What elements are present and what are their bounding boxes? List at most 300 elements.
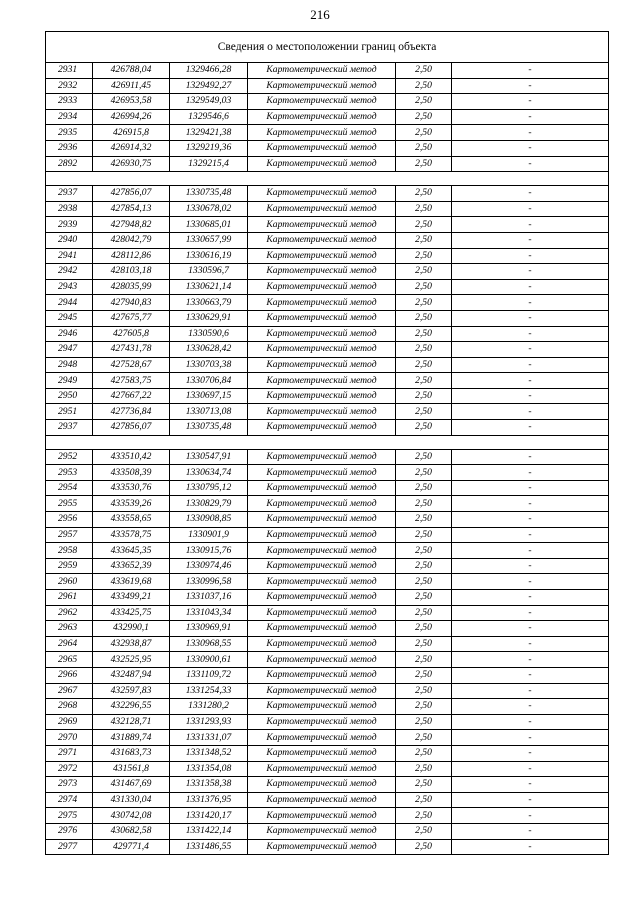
y-coordinate-cell: 1329546,6 xyxy=(170,109,248,125)
y-coordinate-cell: 1330829,79 xyxy=(170,496,248,512)
table-row xyxy=(46,279,609,295)
table-row xyxy=(46,605,609,621)
accuracy-cell: 2,50 xyxy=(396,761,452,777)
accuracy-cell: 2,50 xyxy=(396,404,452,420)
x-coordinate-cell: 432990,1 xyxy=(93,621,170,637)
group-separator-row xyxy=(46,435,609,449)
table-row xyxy=(46,667,609,683)
method-cell: Картометрический метод xyxy=(248,78,396,94)
accuracy-cell: 2,50 xyxy=(396,823,452,839)
accuracy-cell: 2,50 xyxy=(396,480,452,496)
y-coordinate-cell: 1331331,07 xyxy=(170,730,248,746)
method-cell: Картометрический метод xyxy=(248,94,396,110)
table-row xyxy=(46,808,609,824)
method-cell: Картометрический метод xyxy=(248,388,396,404)
method-cell: Картометрический метод xyxy=(248,404,396,420)
y-coordinate-cell: 1330616,19 xyxy=(170,248,248,264)
y-coordinate-cell: 1329215,4 xyxy=(170,156,248,172)
accuracy-cell: 2,50 xyxy=(396,295,452,311)
x-coordinate-cell: 427583,75 xyxy=(93,373,170,389)
y-coordinate-cell: 1330996,58 xyxy=(170,574,248,590)
description-cell: - xyxy=(452,295,609,311)
method-cell: Картометрический метод xyxy=(248,558,396,574)
y-coordinate-cell: 1330915,76 xyxy=(170,543,248,559)
x-coordinate-cell: 433558,65 xyxy=(93,512,170,528)
method-cell: Картометрический метод xyxy=(248,186,396,202)
method-cell: Картометрический метод xyxy=(248,527,396,543)
y-coordinate-cell: 1331358,38 xyxy=(170,777,248,793)
method-cell: Картометрический метод xyxy=(248,125,396,141)
x-coordinate-cell: 432525,95 xyxy=(93,652,170,668)
x-coordinate-cell: 430742,08 xyxy=(93,808,170,824)
method-cell: Картометрический метод xyxy=(248,109,396,125)
method-cell: Картометрический метод xyxy=(248,496,396,512)
x-coordinate-cell: 429771,4 xyxy=(93,839,170,855)
point-number-cell: 2933 xyxy=(46,94,93,110)
table-row xyxy=(46,792,609,808)
x-coordinate-cell: 431330,04 xyxy=(93,792,170,808)
y-coordinate-cell: 1331254,33 xyxy=(170,683,248,699)
table-row xyxy=(46,480,609,496)
x-coordinate-cell: 426994,26 xyxy=(93,109,170,125)
method-cell: Картометрический метод xyxy=(248,279,396,295)
method-cell: Картометрический метод xyxy=(248,699,396,715)
description-cell: - xyxy=(452,404,609,420)
accuracy-cell: 2,50 xyxy=(396,667,452,683)
point-number-cell: 2946 xyxy=(46,326,93,342)
method-cell: Картометрический метод xyxy=(248,777,396,793)
description-cell: - xyxy=(452,388,609,404)
group-separator-cell xyxy=(46,172,609,186)
table-row xyxy=(46,496,609,512)
point-number-cell: 2965 xyxy=(46,652,93,668)
point-number-cell: 2957 xyxy=(46,527,93,543)
point-number-cell: 2975 xyxy=(46,808,93,824)
accuracy-cell: 2,50 xyxy=(396,186,452,202)
accuracy-cell: 2,50 xyxy=(396,310,452,326)
table-body xyxy=(46,32,609,855)
y-coordinate-cell: 1329466,28 xyxy=(170,63,248,79)
table-row xyxy=(46,558,609,574)
point-number-cell: 2934 xyxy=(46,109,93,125)
x-coordinate-cell: 427675,77 xyxy=(93,310,170,326)
method-cell: Картометрический метод xyxy=(248,201,396,217)
point-number-cell: 2937 xyxy=(46,420,93,436)
x-coordinate-cell: 432128,71 xyxy=(93,714,170,730)
method-cell: Картометрический метод xyxy=(248,373,396,389)
table-row xyxy=(46,574,609,590)
point-number-cell: 2936 xyxy=(46,140,93,156)
point-number-cell: 2960 xyxy=(46,574,93,590)
point-number-cell: 2940 xyxy=(46,232,93,248)
description-cell: - xyxy=(452,590,609,606)
group-separator-row xyxy=(46,172,609,186)
point-number-cell: 2959 xyxy=(46,558,93,574)
description-cell: - xyxy=(452,574,609,590)
point-number-cell: 2951 xyxy=(46,404,93,420)
description-cell: - xyxy=(452,683,609,699)
table-row xyxy=(46,201,609,217)
y-coordinate-cell: 1330621,14 xyxy=(170,279,248,295)
method-cell: Картометрический метод xyxy=(248,636,396,652)
y-coordinate-cell: 1330628,42 xyxy=(170,342,248,358)
accuracy-cell: 2,50 xyxy=(396,449,452,465)
y-coordinate-cell: 1330735,48 xyxy=(170,420,248,436)
method-cell: Картометрический метод xyxy=(248,652,396,668)
point-number-cell: 2942 xyxy=(46,264,93,280)
method-cell: Картометрический метод xyxy=(248,326,396,342)
accuracy-cell: 2,50 xyxy=(396,527,452,543)
accuracy-cell: 2,50 xyxy=(396,279,452,295)
table-row xyxy=(46,449,609,465)
accuracy-cell: 2,50 xyxy=(396,78,452,94)
table-row xyxy=(46,295,609,311)
y-coordinate-cell: 1330900,61 xyxy=(170,652,248,668)
description-cell: - xyxy=(452,357,609,373)
x-coordinate-cell: 432938,87 xyxy=(93,636,170,652)
table-title-row xyxy=(46,32,609,63)
x-coordinate-cell: 430682,58 xyxy=(93,823,170,839)
point-number-cell: 2966 xyxy=(46,667,93,683)
method-cell: Картометрический метод xyxy=(248,667,396,683)
x-coordinate-cell: 433539,26 xyxy=(93,496,170,512)
x-coordinate-cell: 426914,32 xyxy=(93,140,170,156)
point-number-cell: 2954 xyxy=(46,480,93,496)
point-number-cell: 2972 xyxy=(46,761,93,777)
description-cell: - xyxy=(452,449,609,465)
accuracy-cell: 2,50 xyxy=(396,232,452,248)
point-number-cell: 2956 xyxy=(46,512,93,528)
accuracy-cell: 2,50 xyxy=(396,808,452,824)
x-coordinate-cell: 426930,75 xyxy=(93,156,170,172)
method-cell: Картометрический метод xyxy=(248,745,396,761)
table-row xyxy=(46,63,609,79)
description-cell: - xyxy=(452,512,609,528)
point-number-cell: 2944 xyxy=(46,295,93,311)
x-coordinate-cell: 433508,39 xyxy=(93,465,170,481)
method-cell: Картометрический метод xyxy=(248,449,396,465)
description-cell: - xyxy=(452,373,609,389)
description-cell: - xyxy=(452,527,609,543)
method-cell: Картометрический метод xyxy=(248,605,396,621)
table-row xyxy=(46,217,609,233)
table-row xyxy=(46,357,609,373)
point-number-cell: 2932 xyxy=(46,78,93,94)
table-row xyxy=(46,420,609,436)
y-coordinate-cell: 1330735,48 xyxy=(170,186,248,202)
point-number-cell: 2973 xyxy=(46,777,93,793)
y-coordinate-cell: 1330629,91 xyxy=(170,310,248,326)
method-cell: Картометрический метод xyxy=(248,420,396,436)
method-cell: Картометрический метод xyxy=(248,156,396,172)
point-number-cell: 2963 xyxy=(46,621,93,637)
y-coordinate-cell: 1330713,08 xyxy=(170,404,248,420)
y-coordinate-cell: 1330969,91 xyxy=(170,621,248,637)
method-cell: Картометрический метод xyxy=(248,730,396,746)
description-cell: - xyxy=(452,186,609,202)
point-number-cell: 2953 xyxy=(46,465,93,481)
y-coordinate-cell: 1331348,52 xyxy=(170,745,248,761)
x-coordinate-cell: 428035,99 xyxy=(93,279,170,295)
method-cell: Картометрический метод xyxy=(248,714,396,730)
y-coordinate-cell: 1331037,16 xyxy=(170,590,248,606)
method-cell: Картометрический метод xyxy=(248,480,396,496)
description-cell: - xyxy=(452,636,609,652)
point-number-cell: 2970 xyxy=(46,730,93,746)
y-coordinate-cell: 1330974,46 xyxy=(170,558,248,574)
point-number-cell: 2938 xyxy=(46,201,93,217)
method-cell: Картометрический метод xyxy=(248,574,396,590)
accuracy-cell: 2,50 xyxy=(396,636,452,652)
description-cell: - xyxy=(452,730,609,746)
accuracy-cell: 2,50 xyxy=(396,839,452,855)
table-row xyxy=(46,839,609,855)
method-cell: Картометрический метод xyxy=(248,808,396,824)
x-coordinate-cell: 432487,94 xyxy=(93,667,170,683)
y-coordinate-cell: 1330678,02 xyxy=(170,201,248,217)
description-cell: - xyxy=(452,217,609,233)
accuracy-cell: 2,50 xyxy=(396,512,452,528)
x-coordinate-cell: 428112,86 xyxy=(93,248,170,264)
method-cell: Картометрический метод xyxy=(248,342,396,358)
accuracy-cell: 2,50 xyxy=(396,109,452,125)
table-row xyxy=(46,156,609,172)
method-cell: Картометрический метод xyxy=(248,792,396,808)
y-coordinate-cell: 1330703,38 xyxy=(170,357,248,373)
method-cell: Картометрический метод xyxy=(248,63,396,79)
x-coordinate-cell: 433652,39 xyxy=(93,558,170,574)
group-separator-cell xyxy=(46,435,609,449)
point-number-cell: 2968 xyxy=(46,699,93,715)
description-cell: - xyxy=(452,808,609,824)
method-cell: Картометрический метод xyxy=(248,683,396,699)
x-coordinate-cell: 432597,83 xyxy=(93,683,170,699)
table-row xyxy=(46,527,609,543)
description-cell: - xyxy=(452,201,609,217)
accuracy-cell: 2,50 xyxy=(396,652,452,668)
table-row xyxy=(46,248,609,264)
x-coordinate-cell: 433530,76 xyxy=(93,480,170,496)
accuracy-cell: 2,50 xyxy=(396,357,452,373)
point-number-cell: 2939 xyxy=(46,217,93,233)
description-cell: - xyxy=(452,465,609,481)
table-row xyxy=(46,823,609,839)
method-cell: Картометрический метод xyxy=(248,232,396,248)
table-row xyxy=(46,186,609,202)
method-cell: Картометрический метод xyxy=(248,823,396,839)
description-cell: - xyxy=(452,480,609,496)
table-row xyxy=(46,232,609,248)
table-row xyxy=(46,636,609,652)
description-cell: - xyxy=(452,94,609,110)
table-row xyxy=(46,342,609,358)
description-cell: - xyxy=(452,78,609,94)
point-number-cell: 2947 xyxy=(46,342,93,358)
y-coordinate-cell: 1330657,99 xyxy=(170,232,248,248)
table-row xyxy=(46,683,609,699)
description-cell: - xyxy=(452,140,609,156)
method-cell: Картометрический метод xyxy=(248,248,396,264)
x-coordinate-cell: 427948,82 xyxy=(93,217,170,233)
method-cell: Картометрический метод xyxy=(248,465,396,481)
y-coordinate-cell: 1330547,91 xyxy=(170,449,248,465)
y-coordinate-cell: 1331280,2 xyxy=(170,699,248,715)
description-cell: - xyxy=(452,792,609,808)
accuracy-cell: 2,50 xyxy=(396,156,452,172)
description-cell: - xyxy=(452,248,609,264)
accuracy-cell: 2,50 xyxy=(396,605,452,621)
method-cell: Картометрический метод xyxy=(248,621,396,637)
method-cell: Картометрический метод xyxy=(248,140,396,156)
accuracy-cell: 2,50 xyxy=(396,699,452,715)
x-coordinate-cell: 427856,07 xyxy=(93,186,170,202)
x-coordinate-cell: 433510,42 xyxy=(93,449,170,465)
accuracy-cell: 2,50 xyxy=(396,140,452,156)
y-coordinate-cell: 1329421,38 xyxy=(170,125,248,141)
accuracy-cell: 2,50 xyxy=(396,125,452,141)
x-coordinate-cell: 428042,79 xyxy=(93,232,170,248)
x-coordinate-cell: 432296,55 xyxy=(93,699,170,715)
method-cell: Картометрический метод xyxy=(248,217,396,233)
table-row xyxy=(46,512,609,528)
description-cell: - xyxy=(452,496,609,512)
point-number-cell: 2945 xyxy=(46,310,93,326)
y-coordinate-cell: 1330663,79 xyxy=(170,295,248,311)
table-row xyxy=(46,140,609,156)
x-coordinate-cell: 431683,73 xyxy=(93,745,170,761)
x-coordinate-cell: 433425,75 xyxy=(93,605,170,621)
accuracy-cell: 2,50 xyxy=(396,264,452,280)
description-cell: - xyxy=(452,823,609,839)
y-coordinate-cell: 1330706,84 xyxy=(170,373,248,389)
description-cell: - xyxy=(452,745,609,761)
description-cell: - xyxy=(452,63,609,79)
accuracy-cell: 2,50 xyxy=(396,558,452,574)
table-row xyxy=(46,373,609,389)
method-cell: Картометрический метод xyxy=(248,310,396,326)
method-cell: Картометрический метод xyxy=(248,839,396,855)
point-number-cell: 2943 xyxy=(46,279,93,295)
table-row xyxy=(46,78,609,94)
page-number: 216 xyxy=(310,7,330,22)
table-row xyxy=(46,125,609,141)
x-coordinate-cell: 427854,13 xyxy=(93,201,170,217)
table-row xyxy=(46,590,609,606)
y-coordinate-cell: 1331486,55 xyxy=(170,839,248,855)
method-cell: Картометрический метод xyxy=(248,543,396,559)
accuracy-cell: 2,50 xyxy=(396,465,452,481)
x-coordinate-cell: 433499,21 xyxy=(93,590,170,606)
accuracy-cell: 2,50 xyxy=(396,621,452,637)
description-cell: - xyxy=(452,558,609,574)
y-coordinate-cell: 1331376,95 xyxy=(170,792,248,808)
accuracy-cell: 2,50 xyxy=(396,792,452,808)
table-row xyxy=(46,714,609,730)
x-coordinate-cell: 433578,75 xyxy=(93,527,170,543)
description-cell: - xyxy=(452,326,609,342)
y-coordinate-cell: 1331109,72 xyxy=(170,667,248,683)
y-coordinate-cell: 1330795,12 xyxy=(170,480,248,496)
point-number-cell: 2941 xyxy=(46,248,93,264)
description-cell: - xyxy=(452,342,609,358)
accuracy-cell: 2,50 xyxy=(396,590,452,606)
x-coordinate-cell: 426953,58 xyxy=(93,94,170,110)
description-cell: - xyxy=(452,156,609,172)
boundary-coordinates-table xyxy=(45,31,609,855)
method-cell: Картометрический метод xyxy=(248,357,396,373)
description-cell: - xyxy=(452,699,609,715)
description-cell: - xyxy=(452,279,609,295)
y-coordinate-cell: 1330968,55 xyxy=(170,636,248,652)
point-number-cell: 2967 xyxy=(46,683,93,699)
point-number-cell: 2974 xyxy=(46,792,93,808)
description-cell: - xyxy=(452,310,609,326)
table-row xyxy=(46,94,609,110)
y-coordinate-cell: 1330634,74 xyxy=(170,465,248,481)
description-cell: - xyxy=(452,605,609,621)
table-row xyxy=(46,388,609,404)
x-coordinate-cell: 431561,8 xyxy=(93,761,170,777)
accuracy-cell: 2,50 xyxy=(396,730,452,746)
x-coordinate-cell: 431467,69 xyxy=(93,777,170,793)
point-number-cell: 2964 xyxy=(46,636,93,652)
y-coordinate-cell: 1331293,93 xyxy=(170,714,248,730)
description-cell: - xyxy=(452,714,609,730)
x-coordinate-cell: 427940,83 xyxy=(93,295,170,311)
method-cell: Картометрический метод xyxy=(248,512,396,528)
description-cell: - xyxy=(452,125,609,141)
table-row xyxy=(46,699,609,715)
y-coordinate-cell: 1331422,14 xyxy=(170,823,248,839)
y-coordinate-cell: 1330901,9 xyxy=(170,527,248,543)
y-coordinate-cell: 1329492,27 xyxy=(170,78,248,94)
point-number-cell: 2949 xyxy=(46,373,93,389)
accuracy-cell: 2,50 xyxy=(396,388,452,404)
x-coordinate-cell: 433619,68 xyxy=(93,574,170,590)
point-number-cell: 2977 xyxy=(46,839,93,855)
point-number-cell: 2948 xyxy=(46,357,93,373)
point-number-cell: 2969 xyxy=(46,714,93,730)
point-number-cell: 2950 xyxy=(46,388,93,404)
x-coordinate-cell: 426915,8 xyxy=(93,125,170,141)
description-cell: - xyxy=(452,264,609,280)
point-number-cell: 2952 xyxy=(46,449,93,465)
point-number-cell: 2935 xyxy=(46,125,93,141)
y-coordinate-cell: 1329219,36 xyxy=(170,140,248,156)
description-cell: - xyxy=(452,232,609,248)
description-cell: - xyxy=(452,420,609,436)
accuracy-cell: 2,50 xyxy=(396,543,452,559)
y-coordinate-cell: 1331420,17 xyxy=(170,808,248,824)
x-coordinate-cell: 426788,04 xyxy=(93,63,170,79)
description-cell: - xyxy=(452,109,609,125)
accuracy-cell: 2,50 xyxy=(396,94,452,110)
description-cell: - xyxy=(452,839,609,855)
accuracy-cell: 2,50 xyxy=(396,373,452,389)
x-coordinate-cell: 427528,67 xyxy=(93,357,170,373)
description-cell: - xyxy=(452,543,609,559)
table-row xyxy=(46,109,609,125)
x-coordinate-cell: 427856,07 xyxy=(93,420,170,436)
accuracy-cell: 2,50 xyxy=(396,745,452,761)
table-row xyxy=(46,745,609,761)
y-coordinate-cell: 1330685,01 xyxy=(170,217,248,233)
point-number-cell: 2961 xyxy=(46,590,93,606)
y-coordinate-cell: 1330590,6 xyxy=(170,326,248,342)
y-coordinate-cell: 1330697,15 xyxy=(170,388,248,404)
accuracy-cell: 2,50 xyxy=(396,248,452,264)
table-row xyxy=(46,310,609,326)
